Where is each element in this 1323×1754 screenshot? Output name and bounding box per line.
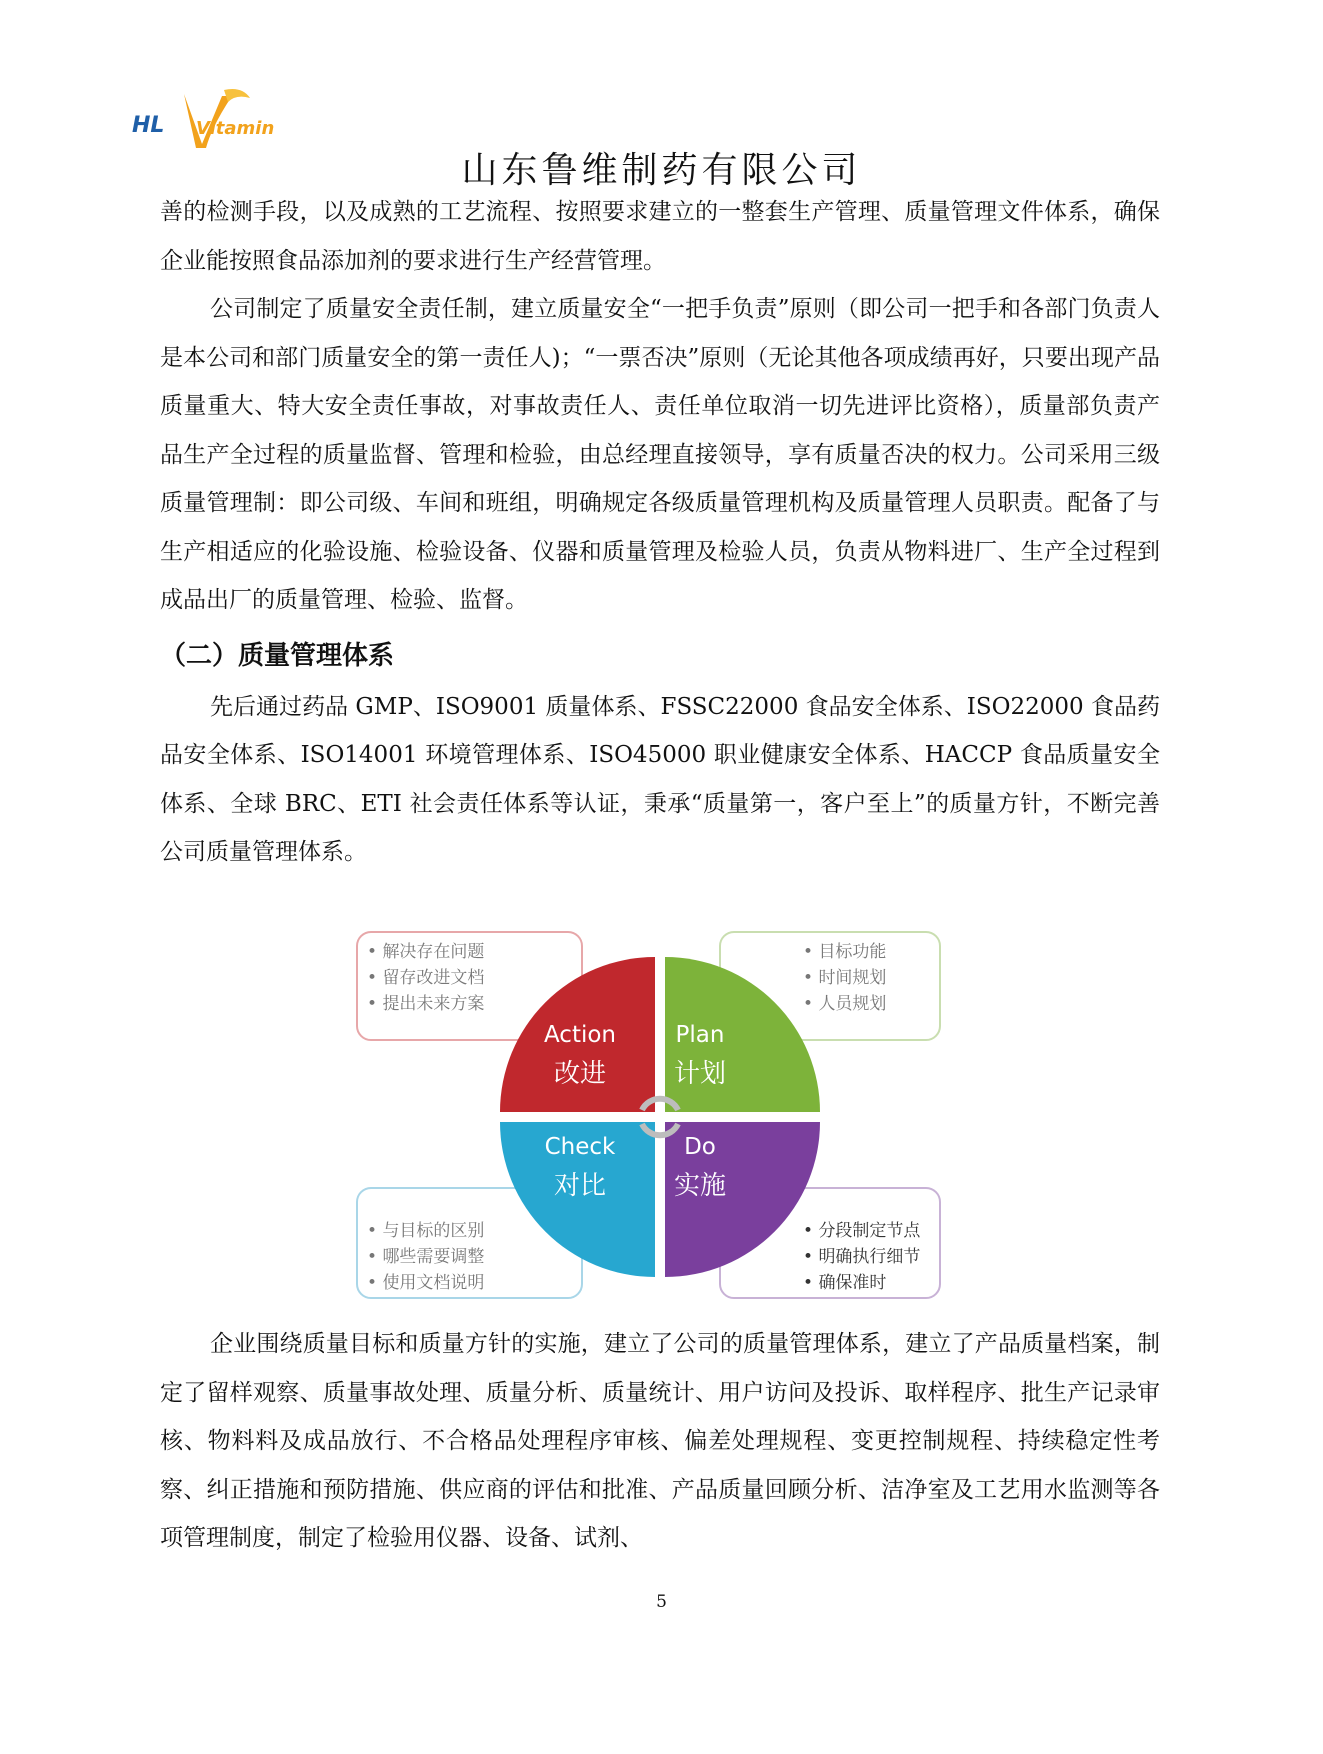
check-bullet-1: • 与目标的区别 <box>367 1221 485 1241</box>
logo-hl-text: HL <box>132 113 165 138</box>
paragraph-1: 善的检测手段，以及成熟的工艺流程、按照要求建立的一整套生产管理、质量管理文件体系，确保企业能按照食品添加剂的要求进行生产经营管理。 <box>160 199 1160 274</box>
paragraph-4: 企业围绕质量目标和质量方针的实施，建立了公司的质量管理体系，建立了产品质量档案，制定了留样观察、质量事故处理、质量分析、质量统计、用户访问及投诉、取样程序、批生产记录审核、物料料及成品放行、不合格品处理程序审核、偏差处理规程、变更控制规程、持续稳定性考察、纠正措施和预防措施、供应商的评估和批准、产品质量回顾分析、洁净室及工艺用水监测等各项管理制度，制定了检验用仪器、设备、试剂、 <box>160 1331 1160 1551</box>
paragraph-3: 先后通过药品 GMP、ISO9001 质量体系、FSSC22000 食品安全体系、ISO22000 食品药品安全体系、ISO14001 环境管理体系、ISO45000 职业健康安全体系、HACCP 食品质量安全体系、全球 BRC、ETI 社会责任体系等认证，秉承“质量第一，客户至上”的质量方针，不断完善公司质量管理体系。 <box>160 693 1160 865</box>
pdca-diagram <box>355 930 975 1320</box>
action-bullet-1: • 解决存在问题 <box>367 942 485 962</box>
text-block-top <box>160 188 1160 877</box>
do-bullet-1: • 分段制定节点 <box>803 1221 921 1241</box>
text-block-bottom <box>160 1320 1160 1563</box>
do-bullet-3: • 确保准时 <box>803 1273 887 1293</box>
do-label-cn: 实施 <box>673 1171 727 1201</box>
cycle-arrows-icon <box>642 1099 678 1136</box>
action-bullet-3: • 提出未来方案 <box>367 994 485 1014</box>
section-title: （二）质量管理体系 <box>160 640 395 671</box>
check-bullet-3: • 使用文档说明 <box>367 1273 485 1293</box>
check-label-en: Check <box>544 1134 616 1160</box>
paragraph-2: 公司制定了质量安全责任制，建立质量安全“一把手负责”原则（即公司一把手和各部门负责人是本公司和部门质量安全的第一责任人)；“一票否决”原则（无论其他各项成绩再好，只要出现产品质量重大、特大安全责任事故，对事故责任人、责任单位取消一切先进评比资格），质量部负责产品生产全过程的质量监督、管理和检验，由总经理直接领导，享有质量否决的权力。公司采用三级质量管理制：即公司级、车间和班组，明确规定各级质量管理机构及质量管理人员职责。配备了与生产相适应的化验设施、检验设备、仪器和质量管理及检验人员，负责从物料进厂、生产全过程到成品出厂的质量管理、检验、监督。 <box>160 296 1160 613</box>
company-name: 山东鲁维制药有限公司 <box>461 150 862 191</box>
action-label-cn: 改进 <box>553 1059 607 1089</box>
plan-label-en: Plan <box>675 1022 725 1048</box>
do-bullet-2: • 明确执行细节 <box>803 1247 921 1267</box>
do-label-en: Do <box>684 1134 716 1160</box>
check-label-cn: 对比 <box>553 1171 607 1201</box>
plan-label-cn: 计划 <box>673 1059 727 1089</box>
plan-bullet-3: • 人员规划 <box>803 994 887 1014</box>
page-number: 5 <box>656 1592 667 1612</box>
action-bullet-2: • 留存改进文档 <box>367 968 485 988</box>
action-label-en: Action <box>543 1022 617 1048</box>
logo-vitamin-text: Vitamin <box>196 118 275 139</box>
plan-bullet-1: • 目标功能 <box>803 942 887 962</box>
plan-bullet-2: • 时间规划 <box>803 968 887 988</box>
check-bullet-2: • 哪些需要调整 <box>367 1247 485 1267</box>
